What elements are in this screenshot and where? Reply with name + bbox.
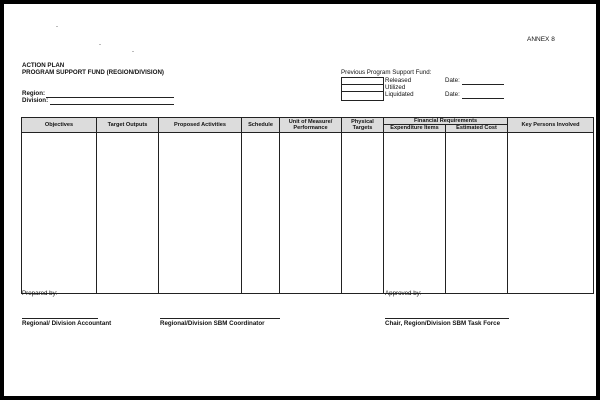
header-schedule: Schedule xyxy=(242,118,280,133)
accountant-signature-line[interactable] xyxy=(22,318,98,319)
date-released-label: Date: xyxy=(445,77,460,84)
division-field-line[interactable] xyxy=(50,104,174,105)
action-plan-table xyxy=(21,117,594,294)
region-label: Region: xyxy=(22,90,46,97)
fund-box-divider xyxy=(341,84,383,85)
region-field-line[interactable] xyxy=(46,97,174,98)
header-objectives: Objectives xyxy=(22,118,97,133)
table-cell[interactable] xyxy=(280,132,342,293)
document-page xyxy=(4,4,596,396)
scan-speck xyxy=(99,44,101,45)
header-estimated-cost: Estimated Cost xyxy=(446,125,508,132)
header-expenditure-items: Expenditure Items xyxy=(384,125,446,132)
header-proposed-activities: Proposed Activities xyxy=(159,118,242,133)
table-cell[interactable] xyxy=(159,132,242,293)
date-liquidated-line[interactable] xyxy=(462,98,504,99)
header-target-outputs: Target Outputs xyxy=(97,118,159,133)
header-financial-requirements: Financial Requirements xyxy=(384,118,508,125)
prepared-by-label: Prepared by: xyxy=(22,290,58,297)
coordinator-signature-line[interactable] xyxy=(160,318,280,319)
annex-label: ANNEX 8 xyxy=(527,36,555,43)
date-liquidated-label: Date: xyxy=(445,91,460,98)
chair-signature-line[interactable] xyxy=(385,318,509,319)
scan-speck xyxy=(132,51,134,52)
header-physical-targets: Physical Targets xyxy=(342,118,384,133)
doc-title: ACTION PLAN xyxy=(22,62,65,69)
division-label: Division: xyxy=(22,97,49,104)
accountant-signature-label: Regional/ Division Accountant xyxy=(22,320,112,327)
table-cell[interactable] xyxy=(242,132,280,293)
fund-box-divider xyxy=(341,91,383,92)
fund-label: Previous Program Support Fund: xyxy=(341,69,432,76)
coordinator-signature-label: Regional/Division SBM Coordinator xyxy=(160,320,265,327)
header-unit-of-measure: Unit of Measure/ Performance xyxy=(280,118,342,133)
fund-liquidated-label: Liquidated xyxy=(385,91,414,98)
chair-signature-label: Chair, Region/Division SBM Task Force xyxy=(385,320,501,327)
table-cell[interactable] xyxy=(508,132,594,293)
table-row xyxy=(22,132,594,293)
table-cell[interactable] xyxy=(446,132,508,293)
fund-utilized-label: Utilized xyxy=(385,84,406,91)
table-cell[interactable] xyxy=(22,132,97,293)
header-key-persons: Key Persons Involved xyxy=(508,118,594,133)
date-released-line[interactable] xyxy=(462,84,504,85)
table-cell[interactable] xyxy=(384,132,446,293)
table-cell[interactable] xyxy=(342,132,384,293)
fund-released-label: Released xyxy=(385,77,412,84)
approved-by-label: Approved by: xyxy=(385,290,422,297)
scan-speck xyxy=(56,26,58,27)
table-cell[interactable] xyxy=(97,132,159,293)
fund-box[interactable] xyxy=(341,77,384,101)
doc-subtitle: PROGRAM SUPPORT FUND (REGION/DIVISION) xyxy=(22,69,164,76)
